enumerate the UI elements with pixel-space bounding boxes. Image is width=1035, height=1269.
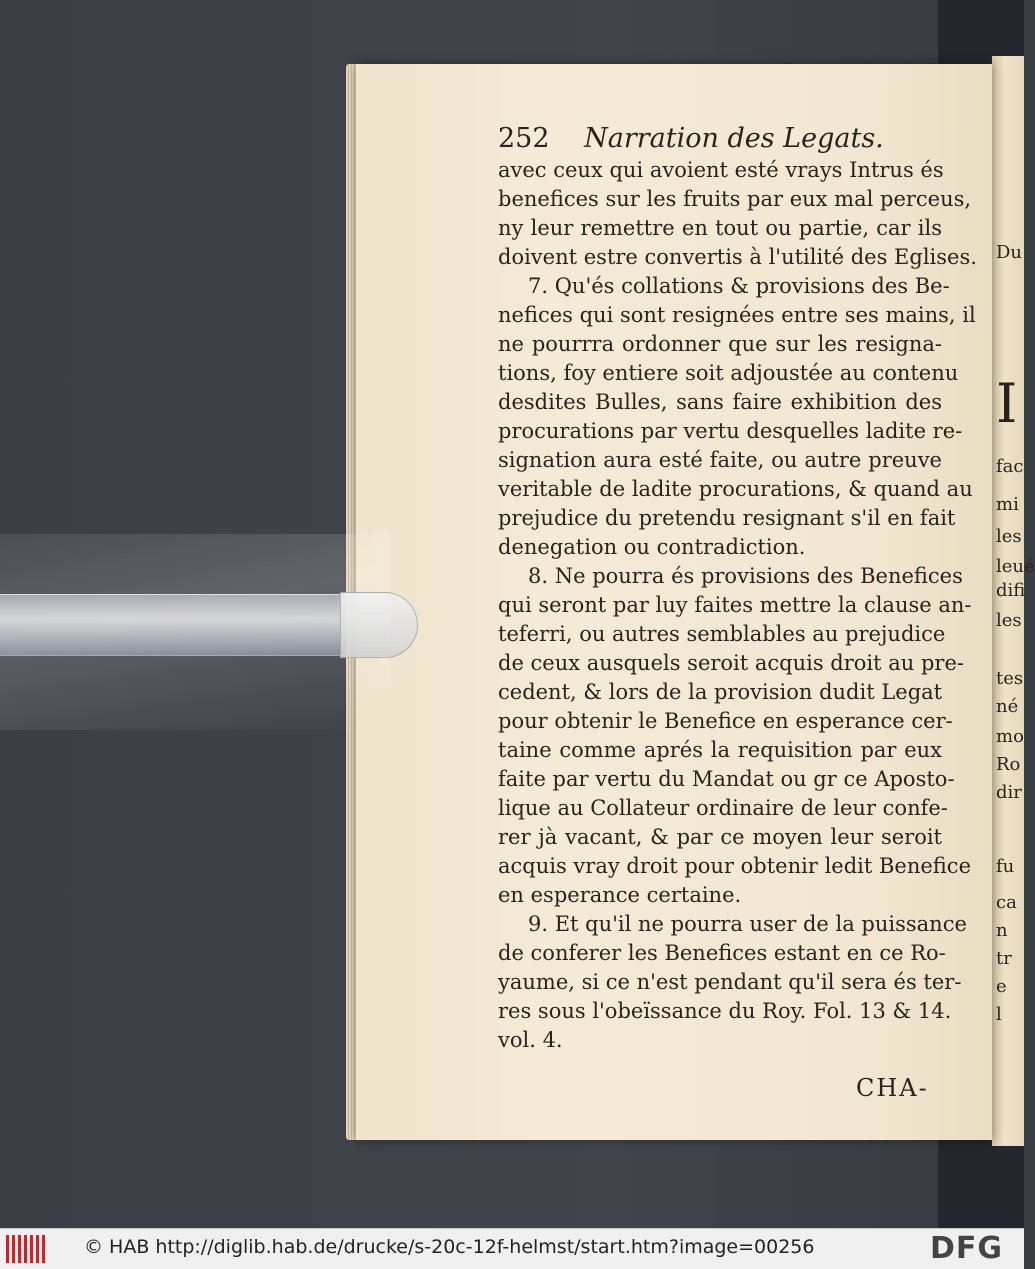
text-line: desdites Bulles, sans faire exhibition des <box>498 390 942 414</box>
text-line: nefices qui sont resignées entre ses mains, il <box>498 303 976 327</box>
text-line: tions, foy entiere soit adjoustée au contenu <box>498 361 959 385</box>
text-line: 8. Ne pourra és provisions des Benefices <box>528 564 963 588</box>
text-line: acquis vray droit pour obtenir ledit Benefice <box>498 854 971 878</box>
text-line: avec ceux qui avoient esté vrays Intrus és <box>498 158 944 182</box>
next-page-fragment: ca <box>996 892 1017 913</box>
running-head <box>498 122 942 156</box>
next-page-fragment: dir <box>996 782 1022 803</box>
text-line: res sous l'obeïssance du Roy. Fol. 13 & 14. <box>498 999 952 1023</box>
catchword: CHA- <box>856 1074 929 1102</box>
text-line: cedent, & lors de la provision dudit Legat <box>498 680 943 704</box>
next-page-edge <box>992 56 1035 1146</box>
page-number: 252 <box>498 123 550 154</box>
next-page-fragment: mo <box>996 726 1024 747</box>
text-line: veritable de ladite procurations, & quand au <box>498 477 973 501</box>
next-page-fragment: tes <box>996 668 1024 689</box>
text-line: teferri, ou autres semblables au prejudice <box>498 622 946 646</box>
next-page-fragment: fu <box>996 856 1015 877</box>
body-text <box>498 156 977 1055</box>
text-line: vol. 4. <box>498 1028 563 1052</box>
text-line: pour obtenir le Benefice en esperance cer- <box>498 709 953 733</box>
text-line: en esperance certaine. <box>498 883 742 907</box>
next-page-fragment: Du <box>996 242 1023 263</box>
next-page-fragment: les <box>996 526 1022 547</box>
book-page <box>356 64 992 1140</box>
text-line: de conferer les Benefices estant en ce Ro- <box>498 941 946 965</box>
text-line: ny leur remettre en tout ou partie, car ils <box>498 216 942 240</box>
text-line: taine comme aprés la requisition par eux <box>498 738 942 762</box>
text-line: 7. Qu'és collations & provisions des Be- <box>528 274 950 298</box>
text-line: qui seront par luy faites mettre la clause an- <box>498 593 972 617</box>
next-page-fragment: n <box>996 920 1008 941</box>
next-page-fragment: mi <box>996 494 1019 515</box>
text-line: denegation ou contradiction. <box>498 535 806 559</box>
page-text-block <box>498 122 977 1055</box>
text-line: yaume, si ce n'est pendant qu'il sera és ter- <box>498 970 962 994</box>
next-page-fragment: e <box>996 976 1007 997</box>
text-line: lique au Collateur ordinaire de leur confe- <box>498 796 948 820</box>
next-page-fragment: I <box>996 372 1018 435</box>
text-line: prejudice du pretendu resignant s'il en fait <box>498 506 956 530</box>
text-line: signation aura esté faite, ou autre preuve <box>498 448 942 472</box>
hab-logo-icon <box>6 1235 48 1263</box>
next-page-fragment: les <box>996 610 1022 631</box>
next-page-fragment: leué <box>996 556 1035 577</box>
viewer-footer <box>0 1228 1024 1269</box>
text-line: benefices sur les fruits par eux mal perceus, <box>498 187 972 211</box>
next-page-fragment: l <box>996 1004 1002 1025</box>
next-page-fragment: Ro <box>996 754 1021 775</box>
text-line: rer jà vacant, & par ce moyen leur seroit <box>498 825 942 849</box>
text-line: de ceux ausquels seroit acquis droit au pre- <box>498 651 964 675</box>
next-page-fragment: né <box>996 696 1019 717</box>
text-line: ne pourrra ordonner que sur les resigna- <box>498 332 942 356</box>
page-holder-clip <box>0 534 420 730</box>
text-line: faite par vertu du Mandat ou gr ce Aposto- <box>498 767 955 791</box>
running-title: Narration des Legats. <box>584 123 884 154</box>
clip-tip <box>340 592 418 658</box>
dfg-logo: DFG <box>930 1231 1004 1266</box>
clip-band <box>0 594 390 656</box>
source-url[interactable]: © HAB http://diglib.hab.de/drucke/s-20c-12f-helmst/start.htm?image=00256 <box>84 1236 815 1258</box>
next-page-fragment: difi <box>996 580 1026 601</box>
text-line: procurations par vertu desquelles ladite re- <box>498 419 963 443</box>
next-page-fragment: tr <box>996 948 1012 969</box>
text-line: 9. Et qu'il ne pourra user de la puissance <box>528 912 967 936</box>
next-page-fragment: fac <box>996 456 1024 477</box>
text-line: doivent estre convertis à l'utilité des Eglises. <box>498 245 977 269</box>
